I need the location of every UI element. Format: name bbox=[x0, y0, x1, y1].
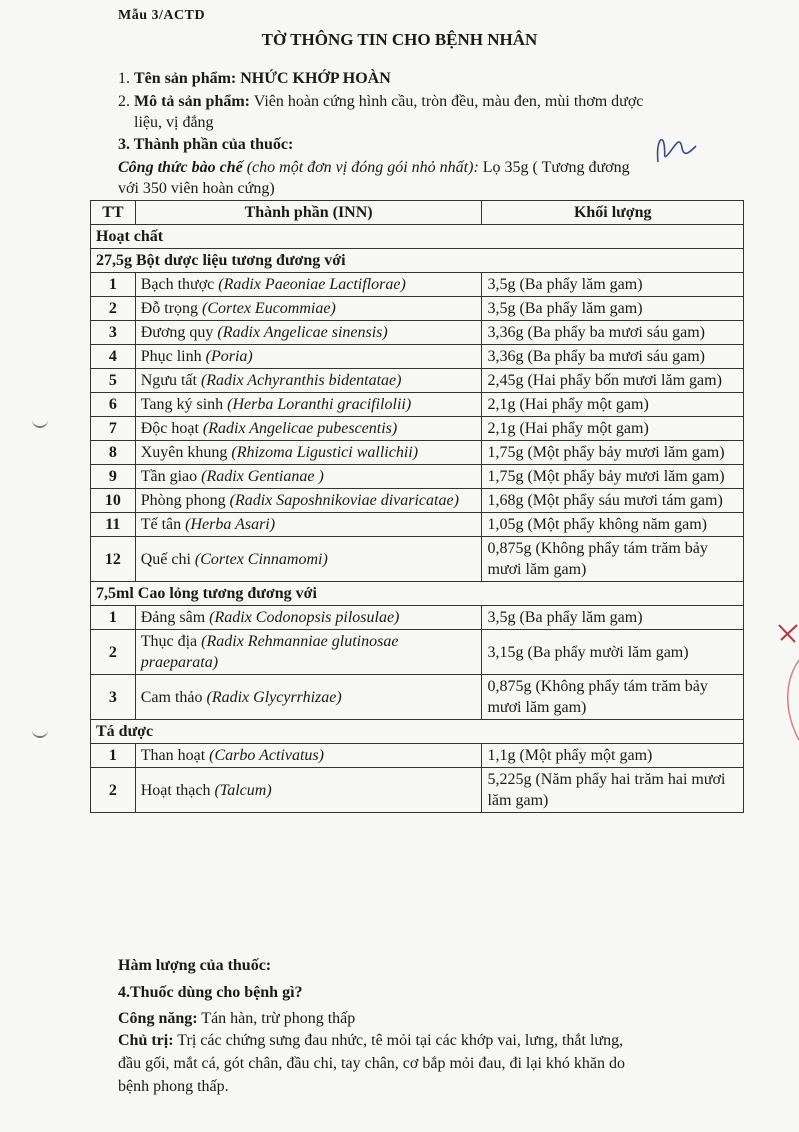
ingredient-cell bbox=[135, 489, 482, 513]
table-row bbox=[91, 393, 744, 417]
ingredient-name: Hoạt thạch bbox=[140, 781, 211, 799]
treat-value-1: Trị các chứng sưng đau nhức, tê mỏi tại các khớp vai, lưng, thắt lưng, bbox=[177, 1032, 624, 1049]
ingredient-latin: (Herba Asari) bbox=[185, 516, 276, 533]
ingredient-cell bbox=[135, 744, 482, 768]
ingredient-amount: 2,1g (Hai phẩy một gam) bbox=[482, 393, 744, 417]
ingredient-cell bbox=[135, 465, 482, 489]
ingredient-amount: 3,5g (Ba phẩy lăm gam) bbox=[482, 297, 744, 321]
formula-label: Công thức bào chế bbox=[118, 159, 243, 176]
row-number: 4 bbox=[91, 345, 136, 369]
ingredients-table bbox=[90, 200, 744, 813]
ingredient-amount: 5,225g (Năm phẩy hai trăm hai mươi lăm gam) bbox=[482, 768, 744, 813]
ingredient-cell bbox=[135, 345, 482, 369]
section-row-powder bbox=[91, 249, 744, 273]
row-number: 12 bbox=[91, 537, 136, 582]
table-row bbox=[91, 537, 744, 582]
section-extract-label: 7,5ml Cao lỏng tương đương với bbox=[91, 582, 744, 606]
punch-hole-mark bbox=[32, 410, 48, 428]
ingredient-amount: 1,1g (Một phẩy một gam) bbox=[482, 744, 744, 768]
table-row bbox=[91, 465, 744, 489]
ingredient-amount: 3,36g (Ba phẩy ba mươi sáu gam) bbox=[482, 345, 744, 369]
ingredient-amount: 0,875g (Không phẩy tám trăm bảy mươi lăm gam) bbox=[482, 537, 744, 582]
ingredient-latin: (Poria) bbox=[205, 348, 253, 365]
ingredient-name: Phòng phong bbox=[140, 492, 226, 509]
ingredient-name: Phục linh bbox=[140, 348, 202, 365]
ingredient-amount: 3,5g (Ba phẩy lăm gam) bbox=[482, 273, 744, 297]
punch-hole-mark bbox=[32, 720, 48, 738]
row-number: 6 bbox=[91, 393, 136, 417]
ingredient-name: Xuyên khung bbox=[140, 444, 228, 461]
ingredient-amount: 1,68g (Một phẩy sáu mươi tám gam) bbox=[482, 489, 744, 513]
ingredient-latin: (Carbo Activatus) bbox=[209, 747, 324, 764]
section-excipient-label: Tá dược bbox=[91, 720, 744, 744]
table-header-row bbox=[91, 201, 744, 225]
table-row bbox=[91, 321, 744, 345]
row-number: 2 bbox=[91, 297, 136, 321]
ingredient-amount: 1,75g (Một phẩy bảy mươi lăm gam) bbox=[482, 465, 744, 489]
indication-heading: 4.Thuốc dùng cho bệnh gì? bbox=[118, 984, 303, 1001]
product-name-line: 1. Tên sản phẩm: NHỨC KHỚP HOÀN bbox=[118, 70, 391, 87]
table-row bbox=[91, 744, 744, 768]
table-row bbox=[91, 606, 744, 630]
ingredient-cell bbox=[135, 630, 482, 675]
ingredient-name: Bạch thược bbox=[140, 276, 215, 293]
row-number: 5 bbox=[91, 369, 136, 393]
ingredient-cell bbox=[135, 321, 482, 345]
ingredient-amount: 1,75g (Một phẩy bảy mươi lăm gam) bbox=[482, 441, 744, 465]
header-name: Thành phần (INN) bbox=[135, 201, 482, 225]
product-desc-line: 2. Mô tả sản phẩm: Viên hoàn cứng hình cầu, tròn đều, màu đen, mùi thơm dược bbox=[118, 93, 644, 110]
formula-note: (cho một đơn vị đóng gói nhỏ nhất): bbox=[246, 159, 479, 176]
ingredient-cell bbox=[135, 675, 482, 720]
table-row bbox=[91, 489, 744, 513]
ingredient-latin: (Talcum) bbox=[214, 781, 272, 799]
function-value: Tán hàn, trừ phong thấp bbox=[201, 1010, 356, 1027]
ingredient-latin: (Radix Rehmanniae glutinosae praeparata) bbox=[140, 633, 399, 671]
row-number: 9 bbox=[91, 465, 136, 489]
section-row-extract bbox=[91, 582, 744, 606]
row-number: 10 bbox=[91, 489, 136, 513]
ingredient-name: Độc hoạt bbox=[140, 420, 199, 437]
table-row bbox=[91, 675, 744, 720]
function-label: Công năng: bbox=[118, 1010, 198, 1027]
ingredient-latin: (Radix Angelicae sinensis) bbox=[217, 324, 388, 341]
treat-line bbox=[118, 1030, 623, 1052]
table-row bbox=[91, 297, 744, 321]
ingredient-latin: (Herba Loranthi gracifilolii) bbox=[227, 396, 412, 413]
row-number: 1 bbox=[91, 606, 136, 630]
ingredient-latin: (Radix Gentianae ) bbox=[201, 468, 324, 485]
red-stamp-mark bbox=[775, 620, 799, 750]
ingredient-cell bbox=[135, 393, 482, 417]
strength-label: Hàm lượng của thuốc: bbox=[118, 957, 272, 974]
ingredient-name: Tần giao bbox=[140, 468, 198, 485]
treat-cont-2: bệnh phong thấp. bbox=[118, 1078, 229, 1095]
ingredient-latin: (Radix Paeoniae Lactiflorae) bbox=[218, 276, 406, 293]
ingredient-latin: (Radix Angelicae pubescentis) bbox=[202, 420, 398, 437]
ingredient-name: Đỗ trọng bbox=[140, 300, 199, 317]
row-number: 3 bbox=[91, 675, 136, 720]
row-number: 1 bbox=[91, 744, 136, 768]
table-row bbox=[91, 417, 744, 441]
formula-cont: với 350 viên hoàn cứng) bbox=[118, 180, 275, 197]
section-active-label: Hoạt chất bbox=[91, 225, 744, 249]
ingredient-latin: (Radix Saposhnikoviae divaricatae) bbox=[229, 492, 459, 509]
product-name-value: NHỨC KHỚP HOÀN bbox=[240, 70, 391, 87]
ingredient-amount: 2,45g (Hai phẩy bốn mươi lăm gam) bbox=[482, 369, 744, 393]
formula-value: Lọ 35g ( Tương đương bbox=[482, 159, 630, 176]
ingredient-name: Than hoạt bbox=[140, 747, 206, 764]
table-row bbox=[91, 513, 744, 537]
ingredient-amount: 2,1g (Hai phẩy một gam) bbox=[482, 417, 744, 441]
ingredient-cell bbox=[135, 441, 482, 465]
ingredient-name: Ngưu tất bbox=[140, 372, 197, 389]
product-desc-value: Viên hoàn cứng hình cầu, tròn đều, màu đen, mùi thơm dược bbox=[253, 93, 644, 110]
document-title: TỜ THÔNG TIN CHO BỆNH NHÂN bbox=[261, 30, 538, 49]
product-desc-label: Mô tả sản phẩm: bbox=[134, 93, 251, 110]
row-number: 7 bbox=[91, 417, 136, 441]
ingredient-latin: (Radix Achyranthis bidentatae) bbox=[200, 372, 402, 389]
ingredient-name: Cam thảo bbox=[140, 688, 203, 706]
section-powder-label: 27,5g Bột dược liệu tương đương với bbox=[91, 249, 744, 273]
ingredient-cell bbox=[135, 297, 482, 321]
table-row bbox=[91, 630, 744, 675]
ingredient-cell bbox=[135, 417, 482, 441]
header-amount: Khối lượng bbox=[482, 201, 744, 225]
ingredient-amount: 3,5g (Ba phẩy lăm gam) bbox=[482, 606, 744, 630]
ingredient-latin: (Cortex Cinnamomi) bbox=[194, 550, 328, 568]
ingredient-name: Đương quy bbox=[140, 324, 214, 341]
row-number: 1 bbox=[91, 273, 136, 297]
row-number: 2 bbox=[91, 768, 136, 813]
product-desc-cont: liệu, vị đắng bbox=[134, 114, 214, 131]
table-row bbox=[91, 369, 744, 393]
row-number: 11 bbox=[91, 513, 136, 537]
ingredient-name: Tang ký sinh bbox=[140, 396, 224, 413]
section-row-excipient bbox=[91, 720, 744, 744]
row-number: 2 bbox=[91, 630, 136, 675]
ingredient-name: Quế chi bbox=[140, 550, 191, 568]
table-row bbox=[91, 345, 744, 369]
product-name-label: Tên sản phẩm: bbox=[134, 70, 237, 87]
table-row bbox=[91, 441, 744, 465]
ingredient-cell bbox=[135, 768, 482, 813]
ingredient-cell bbox=[135, 513, 482, 537]
ingredient-name: Tế tân bbox=[140, 516, 182, 533]
ingredient-amount: 3,15g (Ba phẩy mười lăm gam) bbox=[482, 630, 744, 675]
ingredient-cell bbox=[135, 273, 482, 297]
row-number: 8 bbox=[91, 441, 136, 465]
ingredient-amount: 0,875g (Không phẩy tám trăm bảy mươi lăm gam) bbox=[482, 675, 744, 720]
handwritten-mark bbox=[650, 132, 700, 172]
function-line bbox=[118, 1008, 355, 1030]
treat-cont-1: đầu gối, mắt cá, gót chân, đầu chi, tay chân, cơ bắp mỏi đau, đi lại khó khăn do bbox=[118, 1055, 625, 1072]
header-tt: TT bbox=[91, 201, 136, 225]
table-row bbox=[91, 273, 744, 297]
formula-line bbox=[118, 157, 630, 179]
ingredient-latin: (Cortex Eucommiae) bbox=[202, 300, 336, 317]
ingredient-name: Đảng sâm bbox=[140, 609, 206, 626]
table-row bbox=[91, 768, 744, 813]
ingredient-latin: (Radix Codonopsis pilosulae) bbox=[209, 609, 400, 626]
ingredient-latin: (Radix Glycyrrhizae) bbox=[206, 688, 342, 706]
form-code: Mẫu 3/ACTD bbox=[118, 8, 206, 23]
ingredient-amount: 3,36g (Ba phẩy ba mươi sáu gam) bbox=[482, 321, 744, 345]
ingredient-latin: (Rhizoma Ligustici wallichii) bbox=[231, 444, 419, 461]
ingredient-amount: 1,05g (Một phẩy không năm gam) bbox=[482, 513, 744, 537]
ingredient-cell bbox=[135, 606, 482, 630]
section-row-active bbox=[91, 225, 744, 249]
ingredient-name: Thục địa bbox=[140, 633, 198, 650]
treat-label: Chủ trị: bbox=[118, 1032, 174, 1049]
ingredient-cell bbox=[135, 537, 482, 582]
ingredient-cell bbox=[135, 369, 482, 393]
composition-heading: 3. Thành phần của thuốc: bbox=[118, 136, 294, 153]
row-number: 3 bbox=[91, 321, 136, 345]
